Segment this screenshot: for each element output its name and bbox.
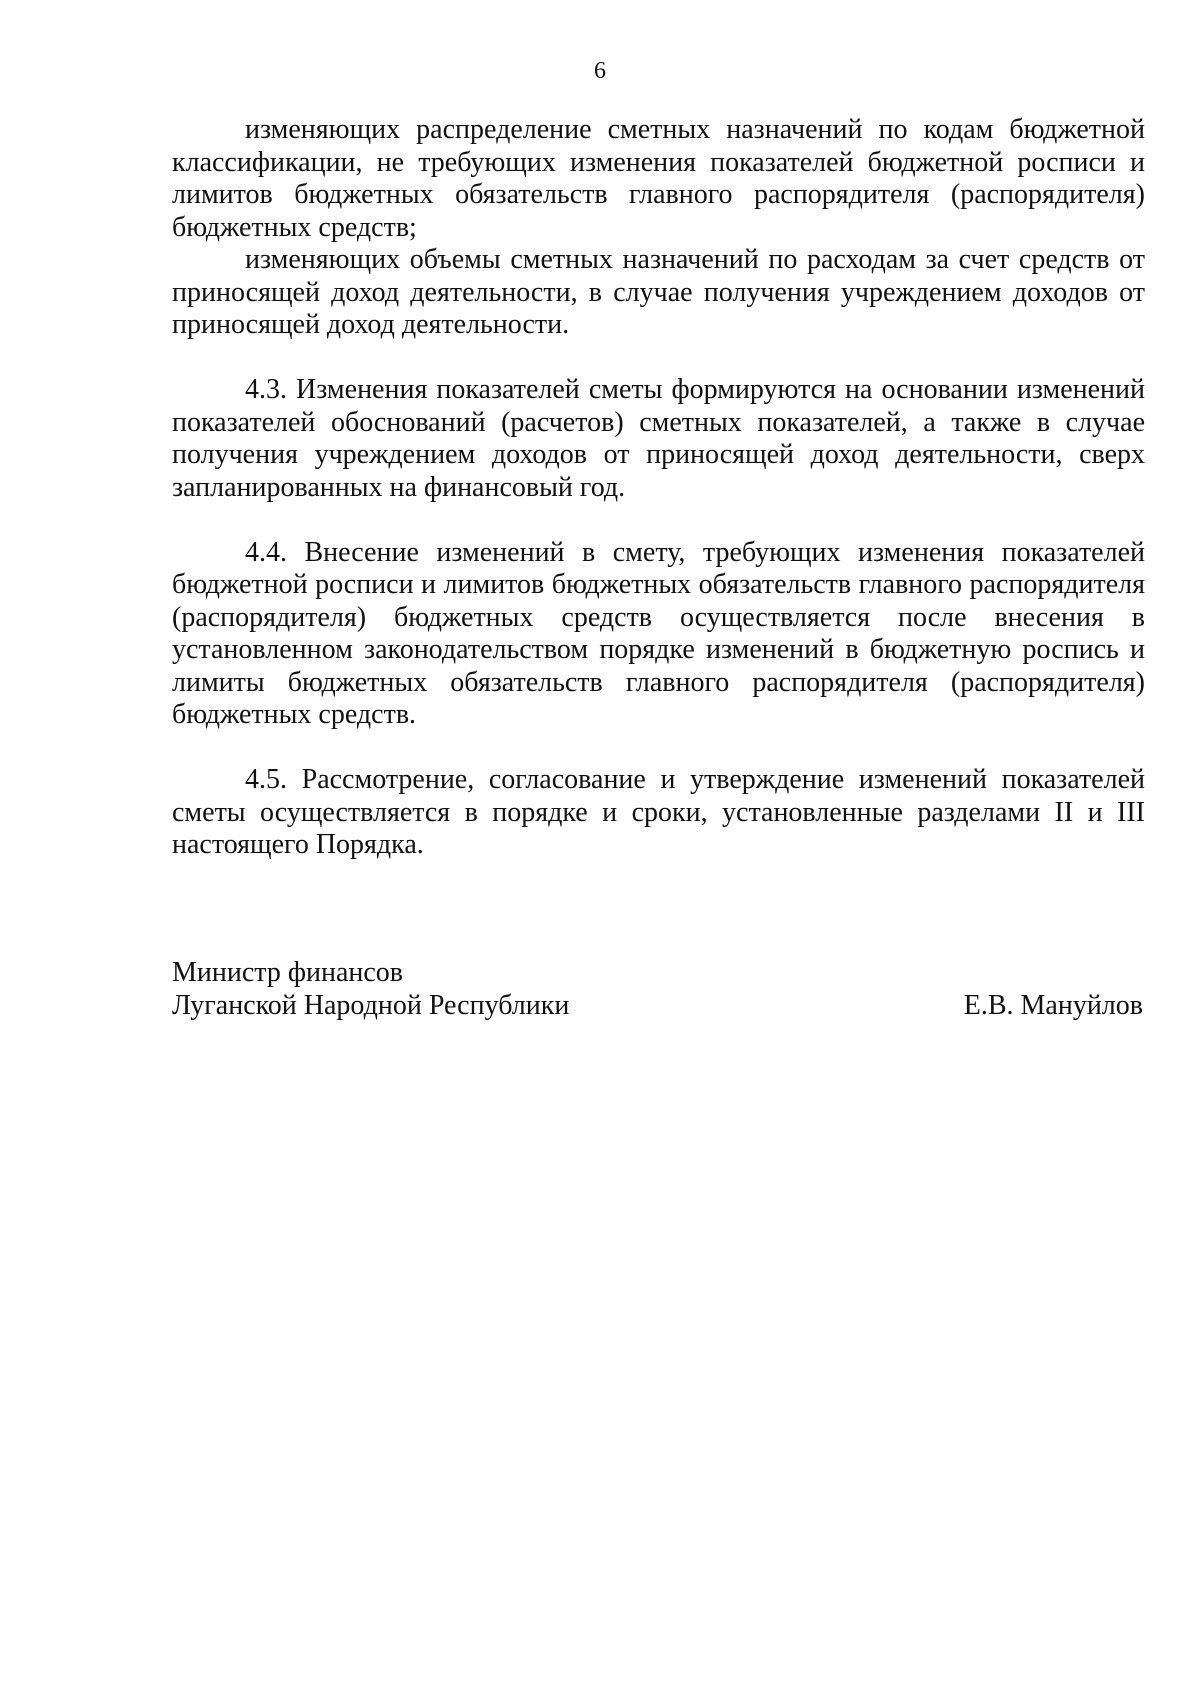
paragraph-4-4: 4.4. Внесение изменений в смету, требующих изменения показателей бюджетной росписи и лимитов бюджетных обязательств главного распорядителя (распорядителя) бюджетных средств осуществляется после внесения в установленном законодательством порядке изменений в бюджетную роспись и лимиты бюджетных обязательств главного распорядителя (распорядителя) бюджетных средств. [172,536,1145,730]
paragraph-4-5: 4.5. Рассмотрение, согласование и утверждение изменений показателей сметы осуществляется в порядке и сроки, установленные разделами II и III настоящего Порядка. [172,764,1145,860]
page-number: 6 [594,58,606,84]
signatory-position-line1: Министр финансов [172,957,404,988]
paragraph-4-3: 4.3. Изменения показателей сметы формируются на основании изменений показателей обоснований (расчетов) сметных показателей, а также в случае получения учреждением доходов от приносящей доход деятельности, сверх запланированных на финансовый год. [172,374,1145,503]
signatory-position-line2: Луганской Народной Республики [172,989,570,1021]
paragraph-clause-changes-volume: изменяющих объемы сметных назначений по расходам за счет средств от приносящей доход деятельности, в случае получения учреждением доходов от приносящей доход деятельности. [172,244,1145,340]
paragraph-clause-changes-distribution: изменяющих распределение сметных назначений по кодам бюджетной классификации, не требующих изменения показателей бюджетной росписи и лимитов бюджетных обязательств главного распорядителя (распорядителя) бюджетных средств; [172,114,1145,243]
signature-block [172,957,1143,1022]
signatory-name: Е.В. Мануйлов [963,989,1143,1021]
document-body [172,114,1145,862]
